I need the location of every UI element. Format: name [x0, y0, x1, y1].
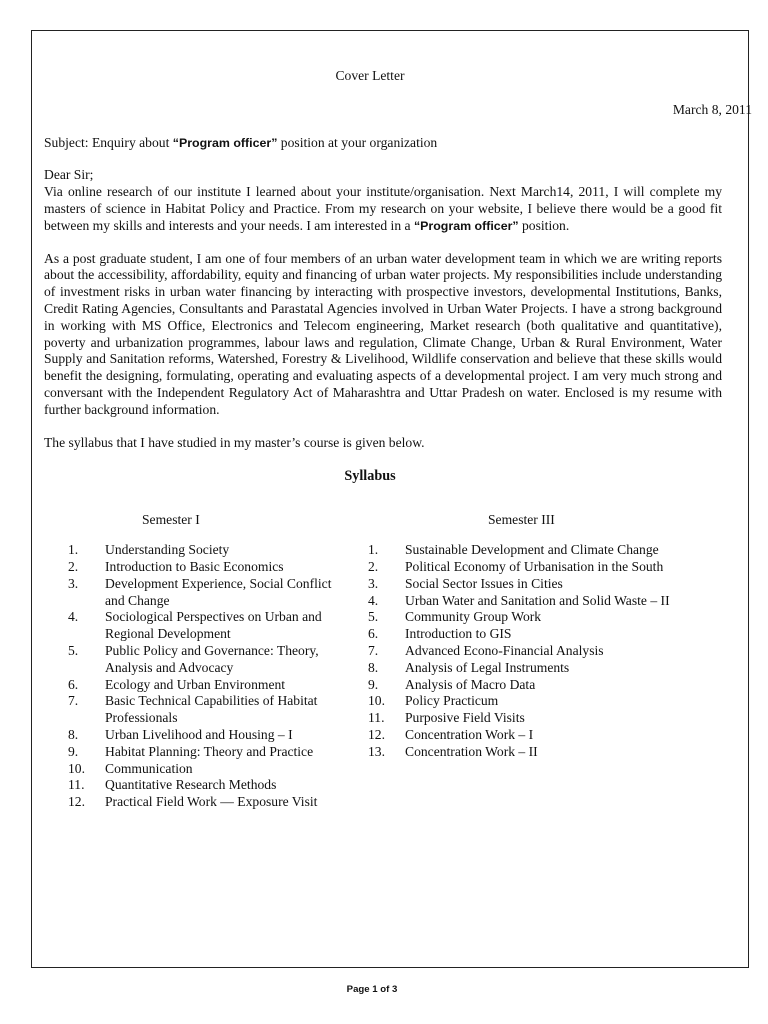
semester-3-list	[368, 542, 690, 760]
course-title: Community Group Work	[405, 609, 542, 625]
paragraph-background: As a post graduate student, I am one of four members of an urban water development team in which we are writing reports about the accessibility, affordability, equity and financing of urban water projects. My responsibilities include understanding of investment risks in urban water financing by interacting with prospective investors, developmental Institutions, Banks, Credit Rating Agencies, Consultants and Parastatal Agencies involved in Urban Water Projects. I have a strong background in working with MS Office, Electronics and Telecom engineering, Market research (both qualitative and quantitative), poverty and urbanization programmes, labour laws and regulation, Climate Change, Urban & Rural Environment, Water Supply and Sanitation reforms, Watershed, Forestry & Livelihood, Wildlife conservation and believe that these skills would benefit the designing, formulating, operating and evaluating aspects of a developmental project. I am very much strong and conversant with the Independent Regulatory Act of Maharashtra and Uttar Pradesh on water. Enclosed is my resume with further background information.	[44, 250, 722, 417]
course-item	[368, 576, 690, 593]
course-item	[368, 559, 690, 576]
course-item	[68, 559, 348, 576]
course-number: 7.	[368, 642, 379, 658]
paragraph-syllabus-intro: The syllabus that I have studied in my master’s course is given below.	[44, 434, 425, 450]
semester-3-heading: Semester III	[488, 512, 555, 528]
paragraph-intro	[44, 184, 722, 234]
course-item	[68, 677, 348, 694]
course-item	[368, 727, 690, 744]
course-number: 9.	[368, 676, 379, 692]
course-number: 2.	[368, 558, 379, 574]
course-number: 12.	[68, 794, 85, 810]
course-number: 4.	[368, 592, 379, 608]
course-item	[68, 744, 348, 761]
course-item	[368, 693, 690, 710]
subject-prefix: Subject: Enquiry about	[44, 134, 173, 150]
course-title: Sustainable Development and Climate Change	[405, 542, 659, 558]
syllabus-heading: Syllabus	[344, 468, 396, 485]
document-title: Cover Letter	[335, 68, 405, 83]
course-title: Development Experience, Social Conflict and Change	[105, 575, 332, 608]
course-title: Urban Livelihood and Housing – I	[105, 726, 293, 742]
course-title: Purposive Field Visits	[405, 710, 525, 726]
subject-line	[44, 135, 752, 152]
course-number: 10.	[68, 760, 85, 776]
course-title: Communication	[105, 760, 193, 776]
course-item	[68, 727, 348, 744]
course-title: Policy Practicum	[405, 693, 499, 709]
course-item	[68, 576, 348, 610]
course-number: 3.	[68, 575, 79, 591]
syllabus-lists	[44, 542, 752, 822]
course-title: Analysis of Macro Data	[405, 676, 536, 692]
course-title: Social Sector Issues in Cities	[405, 575, 563, 591]
course-number: 1.	[68, 542, 79, 558]
course-number: 13.	[368, 743, 385, 759]
course-item	[368, 710, 690, 727]
salutation: Dear Sir;	[44, 167, 94, 183]
course-item	[368, 626, 690, 643]
course-title: Basic Technical Capabilities of Habitat Professionals	[105, 693, 318, 726]
course-title: Habitat Planning: Theory and Practice	[105, 743, 314, 759]
semester-1-heading: Semester I	[142, 512, 200, 528]
course-item	[68, 693, 348, 727]
course-number: 8.	[68, 726, 79, 742]
course-item	[68, 794, 348, 811]
course-title: Public Policy and Governance: Theory, Analysis and Advocacy	[105, 642, 319, 675]
paragraph-intro-position: “Program officer”	[413, 218, 519, 233]
subject-suffix: position at your organization	[277, 134, 438, 150]
course-number: 7.	[68, 693, 79, 709]
course-title: Advanced Econo-Financial Analysis	[405, 642, 604, 658]
course-title: Analysis of Legal Instruments	[405, 659, 570, 675]
course-number: 5.	[368, 609, 379, 625]
course-item	[68, 542, 348, 559]
subject-position: “Program officer”	[172, 135, 278, 150]
course-number: 6.	[68, 676, 79, 692]
page-number: Page 1 of 3	[346, 984, 398, 995]
course-title: Political Economy of Urbanisation in the South	[405, 558, 664, 574]
course-number: 10.	[368, 693, 385, 709]
course-number: 11.	[368, 710, 385, 726]
course-number: 4.	[68, 609, 79, 625]
course-number: 2.	[68, 558, 79, 574]
course-number: 3.	[368, 575, 379, 591]
course-item	[368, 643, 690, 660]
course-item	[368, 660, 690, 677]
course-title: Urban Water and Sanitation and Solid Waste – II	[405, 592, 670, 608]
course-number: 5.	[68, 642, 79, 658]
course-number: 11.	[68, 777, 85, 793]
course-title: Quantitative Research Methods	[105, 777, 277, 793]
semester-headings	[44, 512, 752, 532]
course-title: Introduction to GIS	[405, 626, 512, 642]
course-title: Understanding Society	[105, 542, 230, 558]
paragraph-intro-text: Via online research of our institute I learned about your institute/organisation. Next March14, 2011, I will complete my masters of science in Habitat Policy and Practice. From my research on your website, I believe there would be a good fit between my skills and interests and your needs. I am interested in a	[44, 184, 722, 233]
course-title: Sociological Perspectives on Urban and Regional Development	[105, 609, 322, 642]
course-item	[68, 643, 348, 677]
course-number: 8.	[368, 659, 379, 675]
course-number: 9.	[68, 743, 79, 759]
course-title: Concentration Work – II	[405, 743, 538, 759]
course-item	[68, 609, 348, 643]
letter-date: March 8, 2011	[672, 101, 752, 117]
semester-1-list	[68, 542, 348, 811]
course-item	[368, 744, 690, 761]
course-number: 6.	[368, 626, 379, 642]
course-item	[368, 609, 690, 626]
course-title: Introduction to Basic Economics	[105, 558, 284, 574]
course-number: 1.	[368, 542, 379, 558]
course-item	[68, 761, 348, 778]
course-title: Ecology and Urban Environment	[105, 676, 286, 692]
course-title: Concentration Work – I	[405, 726, 534, 742]
course-item	[368, 677, 690, 694]
course-item	[68, 777, 348, 794]
paragraph-intro-suffix: position.	[518, 217, 570, 233]
course-item	[368, 542, 690, 559]
course-title: Practical Field Work — Exposure Visit	[105, 794, 318, 810]
document-body	[44, 68, 752, 822]
course-number: 12.	[368, 726, 385, 742]
course-item	[368, 593, 690, 610]
